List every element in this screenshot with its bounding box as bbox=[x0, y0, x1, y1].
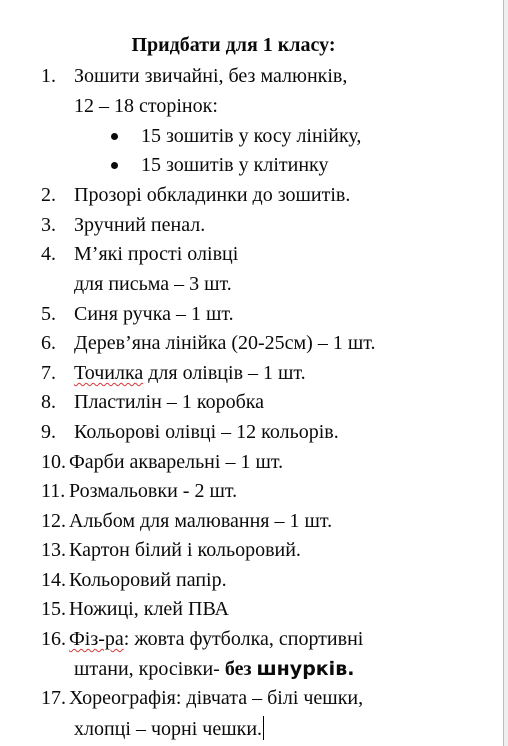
text-cursor bbox=[263, 716, 264, 740]
item-text: Пластилін – 1 коробка bbox=[74, 391, 265, 413]
item-number: 4. bbox=[41, 243, 56, 265]
item-text: Хореографія: дівчата – білі чешки, bbox=[69, 687, 364, 709]
item-number: 7. bbox=[41, 362, 56, 384]
page-margin bbox=[504, 0, 508, 746]
item-number: 12. bbox=[41, 510, 66, 532]
item-text: Прозорі обкладинки до зошитів. bbox=[74, 184, 351, 206]
spellcheck-word[interactable]: Точилка bbox=[74, 362, 144, 384]
item-text: 12 – 18 сторінок: bbox=[74, 95, 218, 117]
item-text-rest: : жовта футболка, спортивні bbox=[123, 628, 364, 650]
item-number: 6. bbox=[41, 332, 56, 354]
item-number: 15. bbox=[41, 598, 66, 620]
item-text: Кольорові олівці – 12 кольорів. bbox=[74, 421, 339, 443]
item-number: 1. bbox=[41, 65, 56, 87]
item-text bbox=[69, 627, 363, 651]
bullet-text: 15 зошитів у клітинку bbox=[141, 154, 329, 176]
item-number: 16. bbox=[41, 628, 66, 650]
item-text: Ножиці, клей ПВА bbox=[69, 598, 229, 620]
item-text-rest: для олівців – 1 шт. bbox=[143, 362, 306, 384]
item-text bbox=[74, 716, 264, 741]
item-number: 5. bbox=[41, 303, 56, 325]
item-text: Зручний пенал. bbox=[74, 214, 206, 236]
item-number: 10. bbox=[41, 451, 66, 473]
item-text-part: хлопці – чорні чешки. bbox=[74, 718, 263, 740]
item-number: 2. bbox=[41, 184, 56, 206]
item-number: 17. bbox=[41, 687, 66, 709]
bullet-text: 15 зошитів у косу лінійку, bbox=[141, 125, 362, 147]
bullet-icon bbox=[111, 162, 118, 169]
bullet-icon bbox=[111, 133, 118, 140]
item-text: Розмальовки - 2 шт. bbox=[69, 480, 238, 502]
bold-text: без bbox=[224, 658, 257, 680]
spellcheck-word[interactable]: Фіз-ра bbox=[69, 628, 124, 650]
item-text: Дерев’яна лінійка (20-25см) – 1 шт. bbox=[74, 332, 376, 354]
item-number: 8. bbox=[41, 391, 56, 413]
item-text: Альбом для малювання – 1 шт. bbox=[69, 510, 333, 532]
item-text: Зошити звичайні, без малюнків, bbox=[74, 65, 348, 87]
document-title: Придбати для 1 класу: bbox=[131, 34, 336, 56]
page-edge-line bbox=[503, 0, 504, 746]
item-number: 9. bbox=[41, 421, 56, 443]
item-text-part: штани, кросівки- bbox=[74, 658, 225, 680]
item-text: для письма – 3 шт. bbox=[74, 273, 232, 295]
item-text: Синя ручка – 1 шт. bbox=[74, 303, 234, 325]
bold-text: шнурків. bbox=[256, 658, 355, 680]
item-text: Картон білий і кольоровий. bbox=[69, 539, 301, 561]
item-text bbox=[74, 361, 306, 385]
item-text: Кольоровий папір. bbox=[69, 569, 227, 591]
item-number: 11. bbox=[41, 480, 66, 502]
item-text bbox=[74, 657, 354, 681]
item-text: Фарби акварельні – 1 шт. bbox=[69, 451, 284, 473]
item-number: 13. bbox=[41, 539, 66, 561]
item-number: 3. bbox=[41, 214, 56, 236]
item-text: М’які прості олівці bbox=[74, 243, 239, 265]
item-number: 14. bbox=[41, 569, 66, 591]
